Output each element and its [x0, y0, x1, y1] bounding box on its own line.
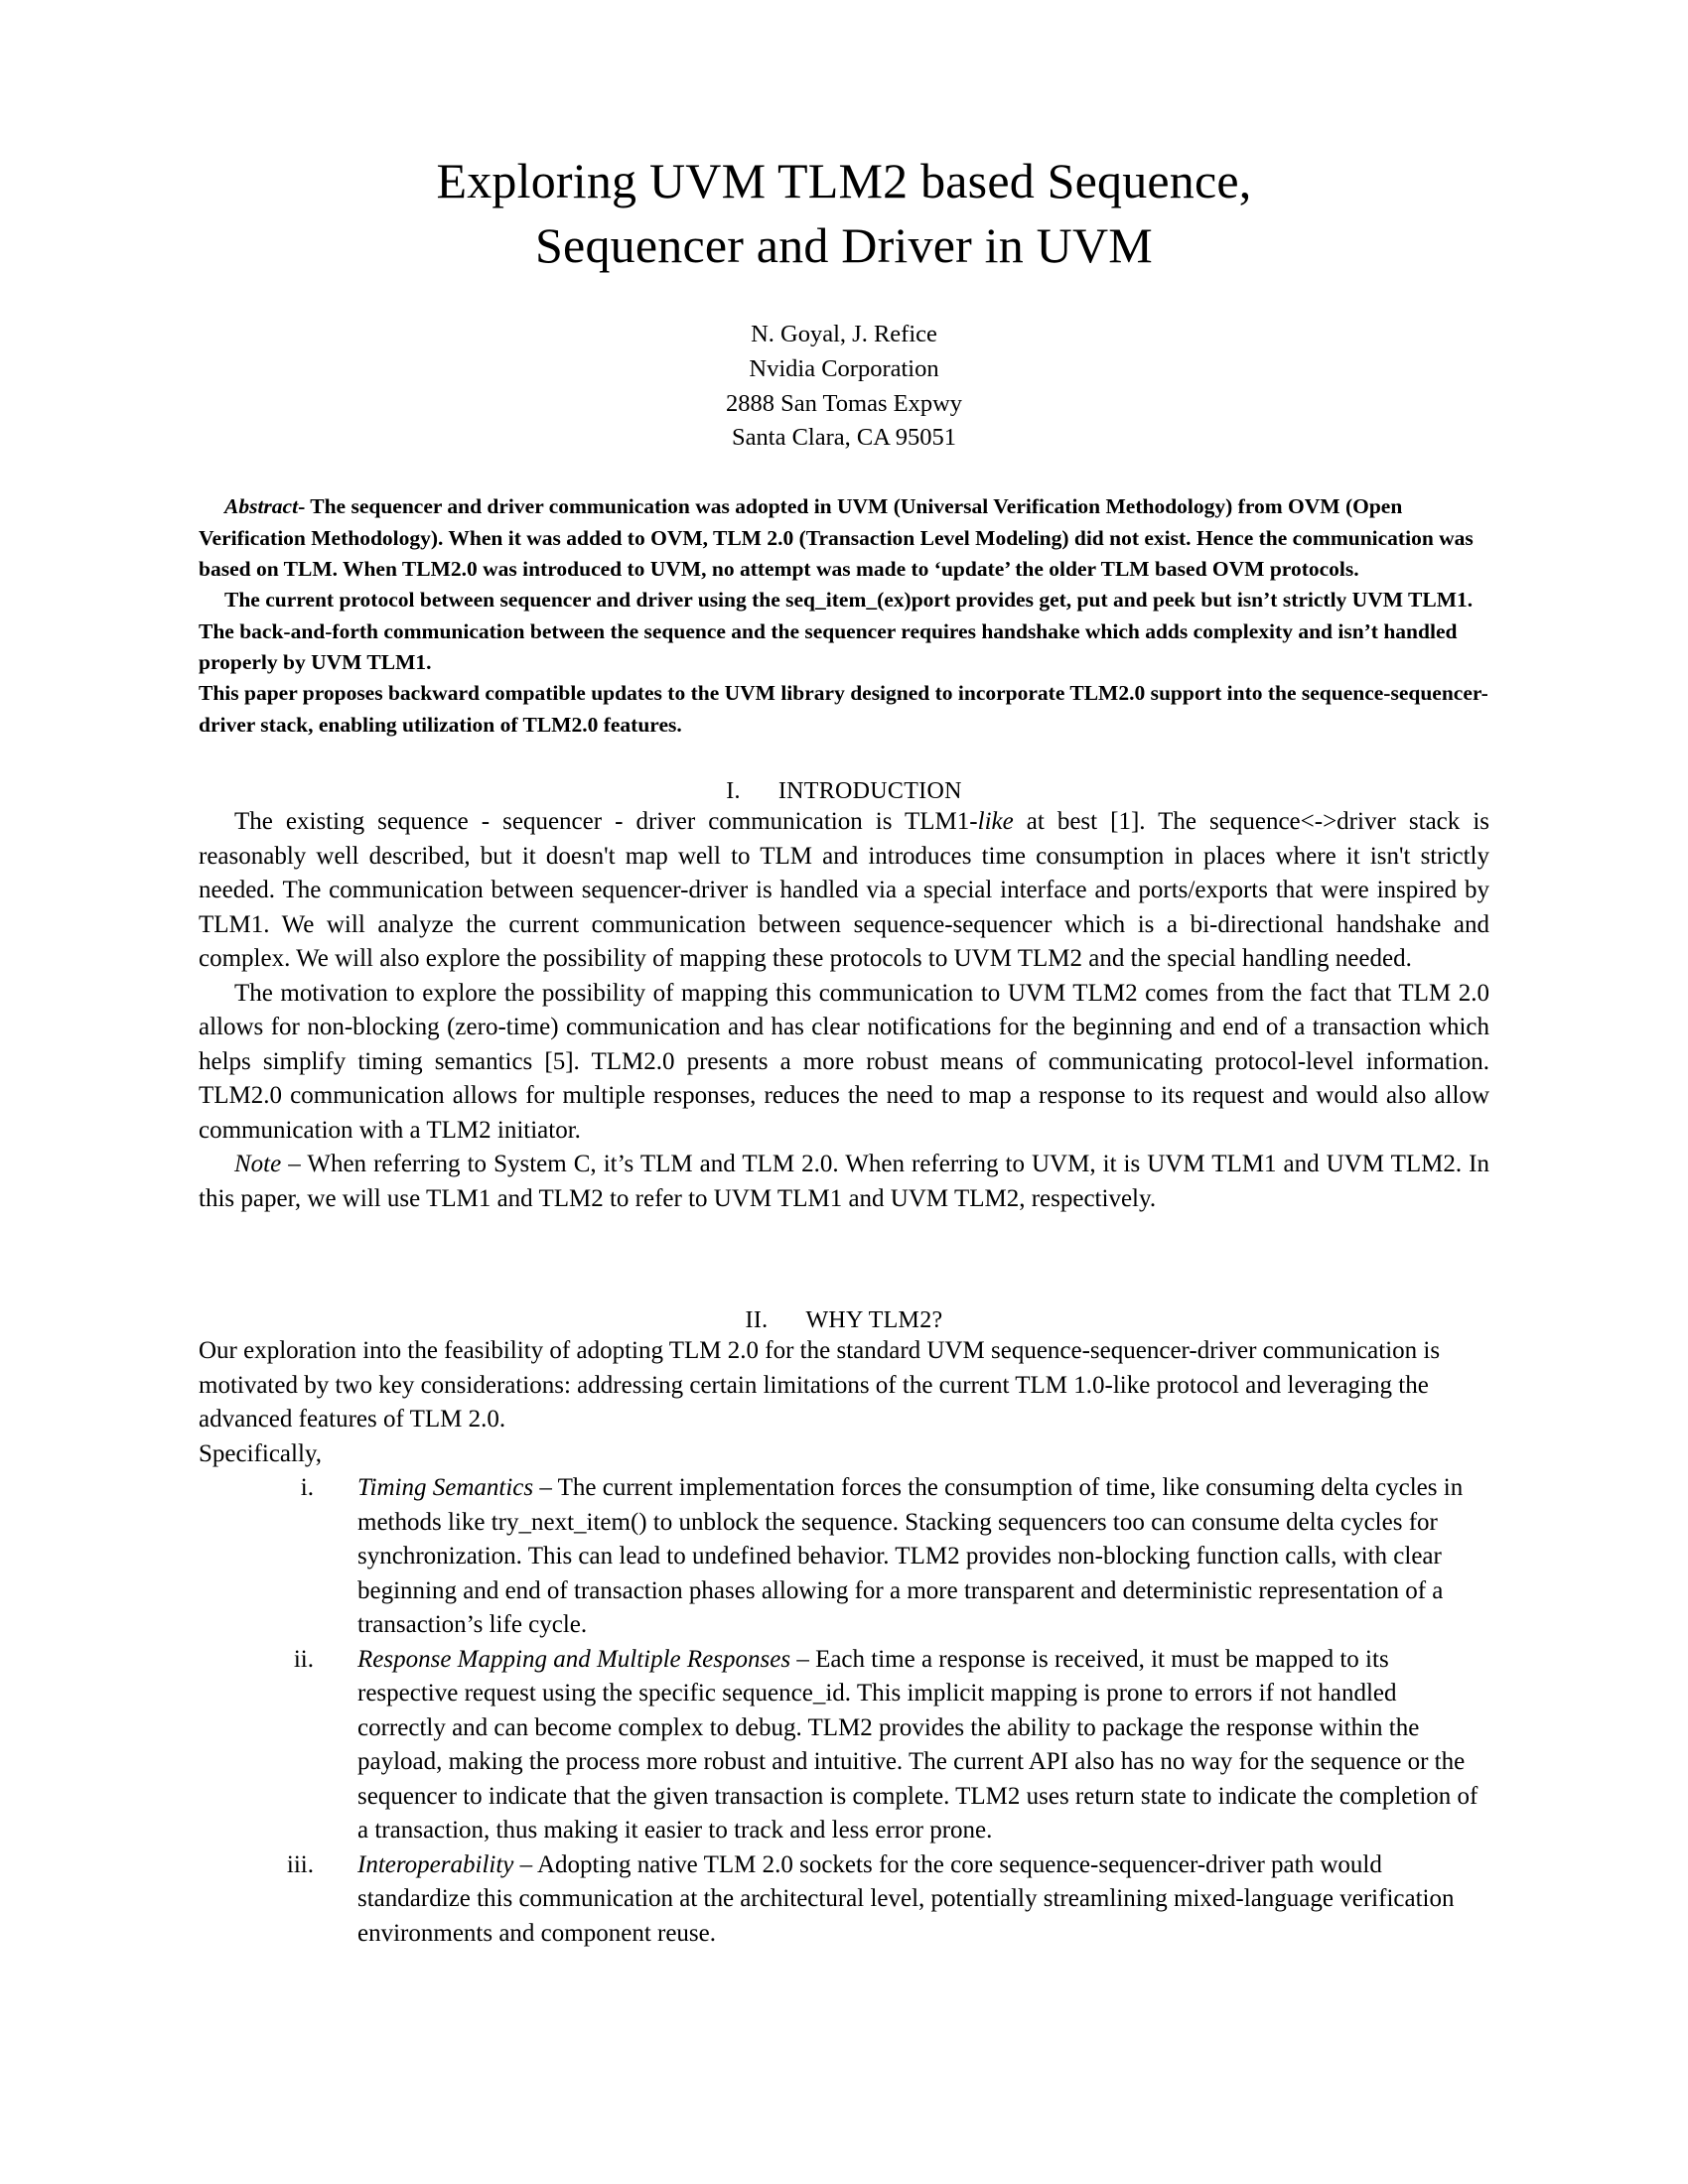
- why-tlm2-list: [199, 1471, 1489, 1951]
- section-title-2: WHY TLM2?: [805, 1307, 943, 1334]
- note-text: – When referring to System C, it’s TLM and TLM 2.0. When referring to UVM, it is UVM TLM1 and UVM TLM2. In this paper, we will use TLM1 and TLM2 to refer to UVM TLM1 and UVM TLM2, respectively.: [199, 1151, 1489, 1212]
- intro-paragraph-1: [199, 805, 1489, 977]
- abstract-dash: -: [298, 494, 311, 519]
- list-item: [199, 1471, 1489, 1643]
- author-organization: Nvidia Corporation: [749, 354, 939, 382]
- author-city-state-zip: Santa Clara, CA 95051: [732, 424, 956, 452]
- section-title-1: INTRODUCTION: [777, 778, 962, 805]
- abstract-paragraph-2: The current protocol between sequencer and driver using the seq_item_(ex)port provides get, put and peek but isn’t strictly UVM TLM1. The back-and-forth communication between the sequence and the sequencer requires handshake which adds complexity and isn’t handled properly by UVM TLM1.: [199, 588, 1474, 674]
- why-tlm2-intro-paragraph: Our exploration into the feasibility of adopting TLM 2.0 for the standard UVM sequence-sequencer-driver communication is motivated by two key considerations: addressing certain limitations of the current TLM 1.0-like protocol and leveraging the advanced features of TLM 2.0.: [199, 1337, 1441, 1433]
- list-text-timing-semantics: – The current implementation forces the consumption of time, like consuming delta cycles in methods like try_next_item() to unblock the sequence. Stacking sequencers too can consume delta cycles for synchronization. This can lead to undefined behavior. TLM2 provides non-blocking function calls, with clear beginning and end of transaction phases allowing for a more transparent and deterministic representation of a transaction’s life cycle.: [357, 1474, 1464, 1639]
- abstract-text-1: The sequencer and driver communication was adopted in UVM (Universal Verification Methodology) from OVM (Open Verification Methodology). When it was added to OVM, TLM 2.0 (Transaction Level Modeling) did not exist. Hence the communication was based on TLM. When TLM2.0 was introduced to UVM, no attempt was made to ‘update’ the older TLM based OVM protocols.: [199, 494, 1474, 581]
- list-term-interoperability: Interoperability: [357, 1850, 514, 1878]
- abstract-paragraph-3: This paper proposes backward compatible updates to the UVM library designed to incorporate TLM2.0 support into the sequence-sequencer-driver stack, enabling utilization of TLM2.0 features.: [199, 681, 1488, 737]
- list-term-response-mapping: Response Mapping and Multiple Responses: [357, 1645, 791, 1673]
- author-street: 2888 San Tomas Expwy: [725, 389, 963, 417]
- author-names: N. Goyal, J. Refice: [751, 321, 937, 347]
- list-marker-i: i.: [300, 1474, 314, 1502]
- section-numeral-1: I.: [726, 778, 741, 805]
- specifically-label: Specifically,: [199, 1439, 323, 1467]
- list-term-timing-semantics: Timing Semantics: [357, 1474, 534, 1502]
- intro-p1-italic: like: [977, 808, 1014, 836]
- list-marker-ii: ii.: [293, 1645, 314, 1673]
- intro-paragraph-2: [199, 977, 1489, 1149]
- list-text-interoperability: – Adopting native TLM 2.0 sockets for the core sequence-sequencer-driver path would standardize this communication at the architectural level, potentially streamlining mixed-language verification environments and component reuse.: [357, 1850, 1455, 1947]
- abstract-block: [199, 491, 1489, 741]
- section-numeral-2: II.: [745, 1307, 769, 1334]
- list-text-response-mapping: – Each time a response is received, it must be mapped to its respective request using the specific sequence_id. This implicit mapping is prone to errors if not handled correctly and can become complex to debug. TLM2 provides the ability to package the response within the payload, making the process more robust and intuitive. The current API also has no way for the sequence or the sequencer to indicate that the given transaction is complete. TLM2 uses return state to indicate the completion of a transaction, thus making it easier to track and less error prone.: [357, 1645, 1478, 1844]
- section-heading-why-tlm2: [199, 1307, 1489, 1334]
- abstract-label: Abstract: [224, 494, 299, 519]
- note-label: Note: [234, 1151, 282, 1178]
- list-marker-iii: iii.: [286, 1850, 314, 1878]
- section-heading-introduction: [199, 778, 1489, 805]
- intro-p1-post: at best [1]. The sequence<->driver stack is reasonably well described, but it doesn't map well to TLM and introduces time consumption in places where it isn't strictly needed. The communication between sequencer-driver is handled via a special interface and ports/exports that were inspired by TLM1. We will analyze the current communication between sequence-sequencer which is a bi-directional handshake and complex. We will also explore the possibility of mapping these protocols to UVM TLM2 and the special handling needed.: [199, 808, 1489, 973]
- title-line-1: Exploring UVM TLM2 based Sequence,: [436, 153, 1252, 208]
- abstract-paragraph-1: [199, 491, 1489, 585]
- page-title: [199, 149, 1489, 278]
- author-block: [199, 318, 1489, 456]
- intro-paragraph-3-note: [199, 1148, 1489, 1216]
- list-item: [199, 1643, 1489, 1848]
- section-gap: [199, 1216, 1489, 1270]
- intro-p1-pre: The existing sequence - sequencer - driver communication is TLM1-: [234, 808, 978, 836]
- intro-p2-text: The motivation to explore the possibility of mapping this communication to UVM TLM2 comes from the fact that TLM 2.0 allows for non-blocking (zero-time) communication and has clear notifications for the beginning and end of a transaction which helps simplify timing semantics [5]. TLM2.0 presents a more robust means of communicating protocol-level information. TLM2.0 communication allows for multiple responses, reduces the need to map a response to its request and would also allow communication with a TLM2 initiator.: [199, 979, 1489, 1144]
- title-line-2: Sequencer and Driver in UVM: [535, 217, 1153, 273]
- list-item: [199, 1848, 1489, 1952]
